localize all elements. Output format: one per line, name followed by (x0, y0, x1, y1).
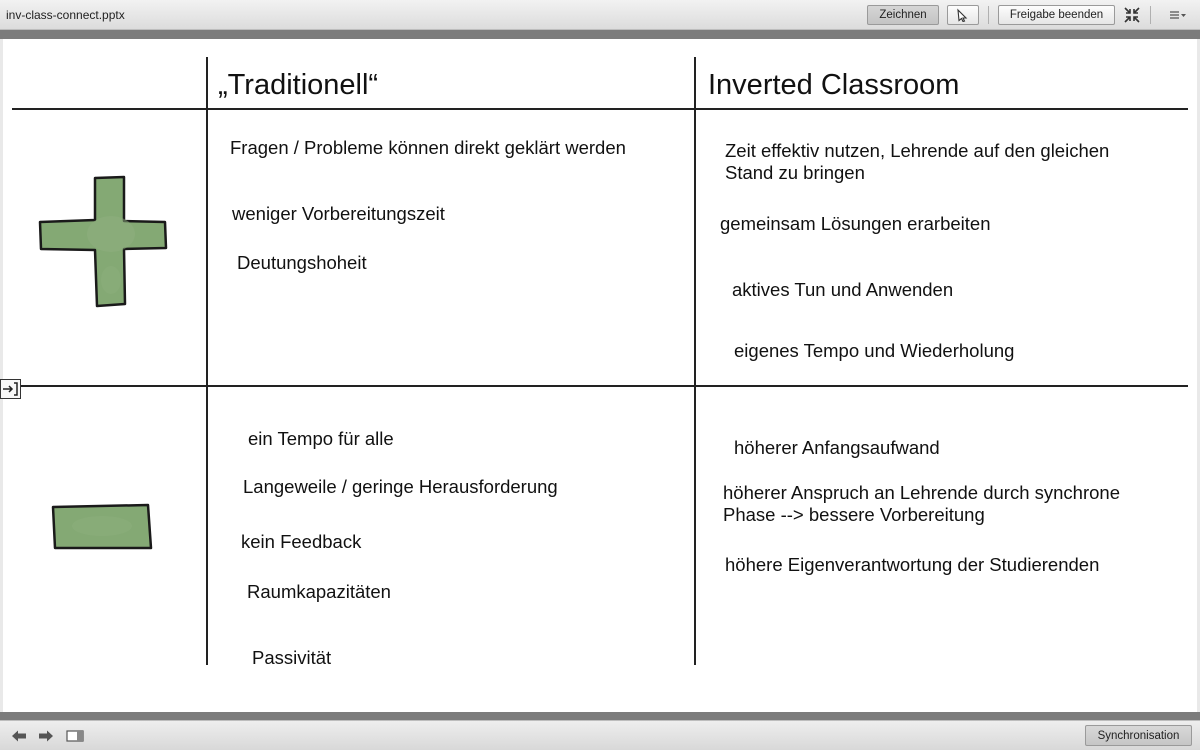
pointer-button[interactable] (947, 5, 979, 25)
draw-button[interactable]: Zeichnen (867, 5, 939, 25)
con-traditional-item: Langeweile / geringe Herausforderung (243, 476, 558, 497)
con-inverted-item: höhere Eigenverantwortung der Studierenden (725, 554, 1100, 575)
sidebar-toggle-button[interactable] (0, 379, 21, 399)
con-traditional-item: Raumkapazitäten (247, 581, 391, 602)
sidebar-view-button[interactable] (66, 729, 84, 743)
table-row-line (12, 385, 1188, 387)
pro-inverted-item: Stand zu bringen (725, 162, 865, 183)
con-traditional-item: kein Feedback (241, 531, 362, 552)
pro-traditional-item: Fragen / Probleme können direkt geklärt werden (230, 137, 626, 158)
toolbar-divider (1150, 6, 1151, 24)
header-inverted-classroom: Inverted Classroom (708, 69, 960, 101)
pro-inverted-item: gemeinsam Lösungen erarbeiten (720, 213, 991, 234)
table-header-line (12, 108, 1188, 110)
fullscreen-button[interactable] (1123, 6, 1141, 24)
arrow-left-icon (11, 729, 27, 743)
pro-inverted-item: aktives Tun und Anwenden (732, 279, 954, 300)
previous-slide-button[interactable] (11, 729, 27, 743)
synchronization-button[interactable]: Synchronisation (1085, 725, 1192, 746)
sidebar-toggle-icon (1, 380, 20, 398)
pro-traditional-item: weniger Vorbereitungszeit (232, 203, 445, 224)
top-frame-strip (0, 30, 1200, 39)
pro-traditional-item: Deutungshoheit (237, 252, 367, 273)
top-toolbar (0, 0, 1200, 30)
con-inverted-item: Phase --> bessere Vorbereitung (723, 504, 985, 525)
arrow-right-icon (38, 729, 54, 743)
con-traditional-item: ein Tempo für alle (248, 428, 394, 449)
con-traditional-item: Passivität (252, 647, 332, 668)
con-inverted-item: höherer Anspruch an Lehrende durch synchrone (723, 482, 1120, 503)
minus-icon (47, 501, 162, 553)
table-column-line (694, 57, 696, 665)
bottom-frame-strip (0, 712, 1200, 720)
header-traditional: „Traditionell“ (218, 69, 379, 101)
sidebar-icon (66, 729, 84, 743)
con-inverted-item: höherer Anfangsaufwand (734, 437, 940, 458)
pointer-icon (955, 8, 971, 22)
menu-icon (1168, 6, 1188, 24)
toolbar-divider (988, 6, 989, 24)
slide-canvas (3, 39, 1197, 712)
file-name: inv-class-connect.pptx (6, 8, 125, 22)
table-column-line (206, 57, 208, 665)
end-share-button[interactable]: Freigabe beenden (998, 5, 1115, 25)
pro-inverted-item: Zeit effektiv nutzen, Lehrende auf den gleichen (725, 140, 1110, 161)
plus-icon (33, 172, 173, 312)
bottom-toolbar (0, 720, 1200, 750)
next-slide-button[interactable] (38, 729, 54, 743)
menu-button[interactable] (1168, 6, 1188, 24)
fullscreen-icon (1123, 6, 1141, 24)
pro-inverted-item: eigenes Tempo und Wiederholung (734, 340, 1015, 361)
